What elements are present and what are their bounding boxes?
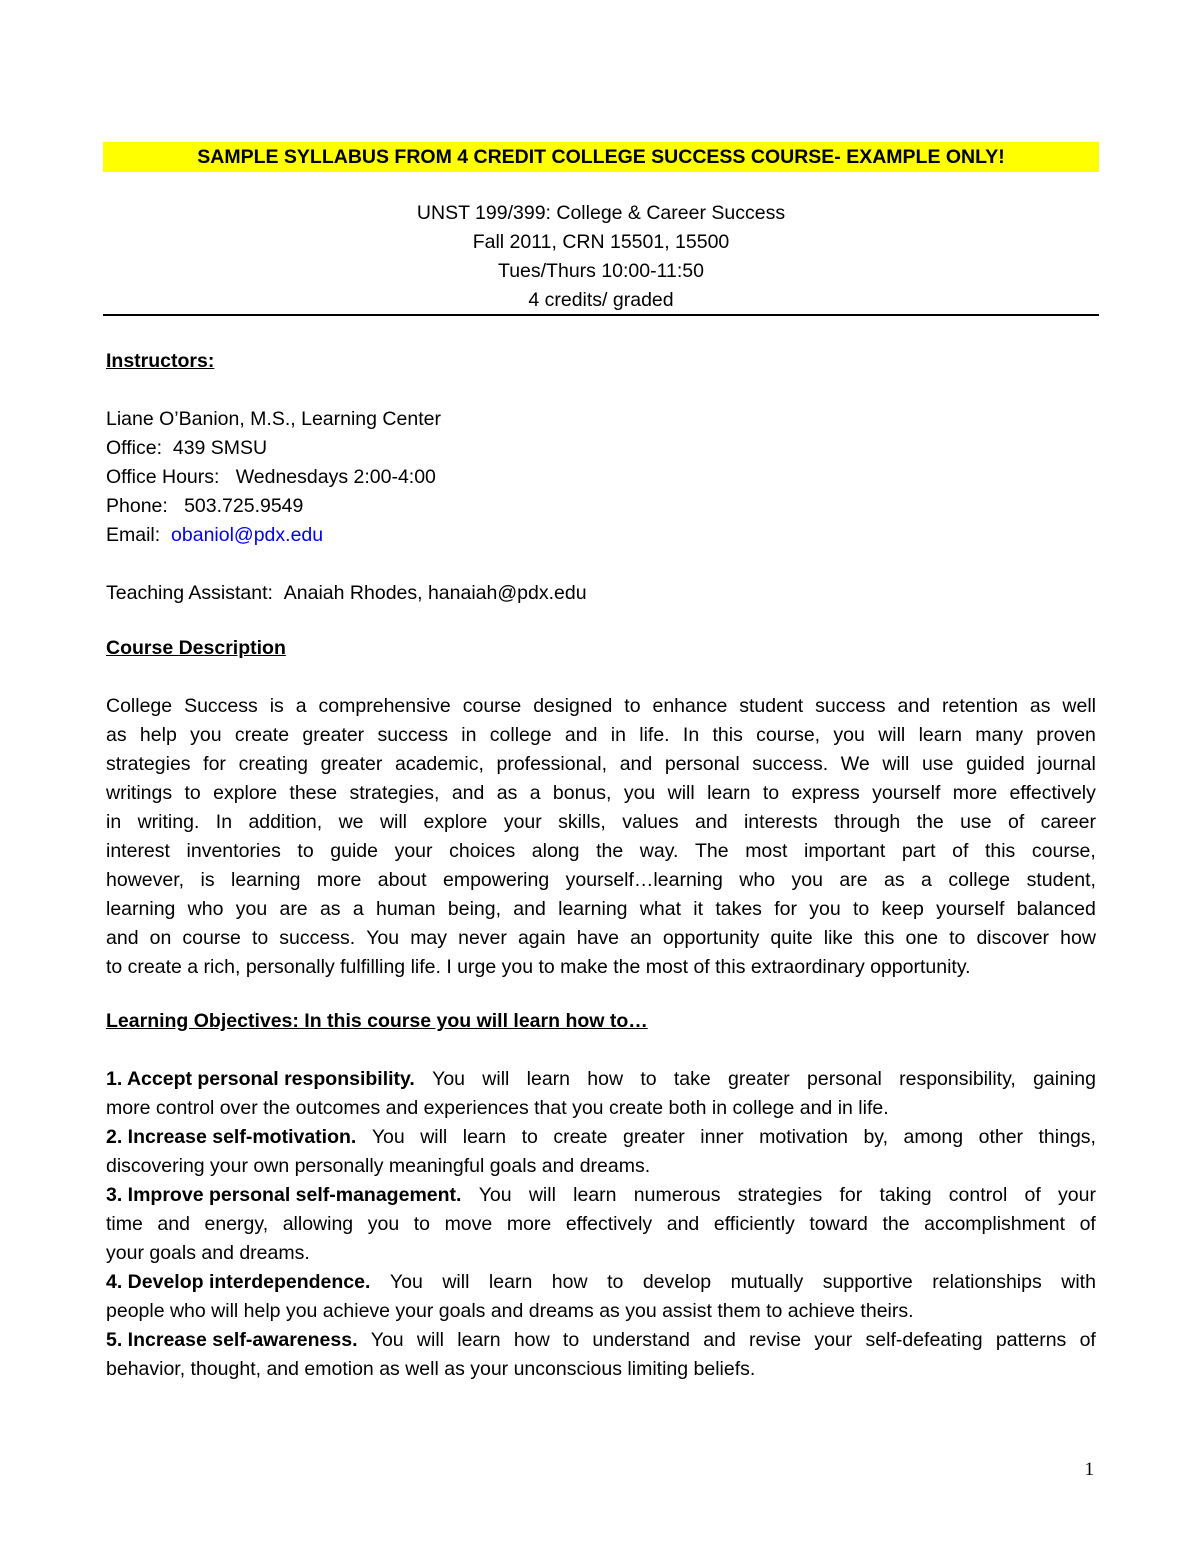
description-line: to create a rich, personally fulfilling life. I urge you to make the most of this extraordinary opportunity. xyxy=(106,956,971,978)
ta-value: Anaiah Rhodes, hanaiah@pdx.edu xyxy=(283,582,587,604)
teaching-assistant-line xyxy=(106,579,1096,608)
objective-item: 5. Increase self-awareness. You will learn how to understand and revise your self-defeating patterns of xyxy=(106,1326,1096,1355)
description-line: College Success is a comprehensive course designed to enhance student success and retention as well xyxy=(106,695,1096,717)
phone-line xyxy=(106,492,1096,521)
learning-objectives-heading: Learning Objectives: In this course you will learn how to… xyxy=(106,1010,648,1032)
phone-label: Phone: xyxy=(106,495,168,517)
email-line xyxy=(106,521,1096,550)
office-hours-value: Wednesdays 2:00-4:00 xyxy=(235,466,436,488)
office-line xyxy=(106,434,1096,463)
description-line: writings to explore these strategies, and as a bonus, you will learn to express yourself more effectively xyxy=(106,782,1096,804)
header-divider xyxy=(103,314,1099,316)
description-line: in writing. In addition, we will explore your skills, values and interests through the use of career xyxy=(106,811,1096,833)
objective-title: 1. Accept personal responsibility. xyxy=(106,1068,415,1090)
sample-banner: SAMPLE SYLLABUS FROM 4 CREDIT COLLEGE SUCCESS COURSE- EXAMPLE ONLY! xyxy=(103,142,1099,172)
office-label: Office: xyxy=(106,437,162,459)
objective-item: 4. Develop interdependence. You will learn how to develop mutually supportive relationships with xyxy=(106,1268,1096,1297)
objective-continuation: behavior, thought, and emotion as well as your unconscious limiting beliefs. xyxy=(106,1358,756,1380)
objective-continuation: people who will help you achieve your goals and dreams as you assist them to achieve theirs. xyxy=(106,1300,914,1322)
objective-continuation: more control over the outcomes and experiences that you create both in college and in life. xyxy=(106,1097,889,1119)
objective-title: 2. Increase self-motivation. xyxy=(106,1126,357,1148)
description-line: strategies for creating greater academic, professional, and personal success. We will use guided journal xyxy=(106,753,1096,775)
email-link[interactable]: obaniol@pdx.edu xyxy=(171,524,324,546)
description-line: learning who you are as a human being, and learning what it takes for you to keep yourself balanced xyxy=(106,898,1096,920)
objective-item: 2. Increase self-motivation. You will learn to create greater inner motivation by, among other things, xyxy=(106,1123,1096,1152)
phone-value: 503.725.9549 xyxy=(184,495,304,517)
description-line: and on course to success. You may never again have an opportunity quite like this one to discover how xyxy=(106,927,1096,949)
course-description-section xyxy=(106,634,1096,982)
course-schedule: Tues/Thurs 10:00-11:50 xyxy=(498,260,704,282)
objective-item: 1. Accept personal responsibility. You will learn how to take greater personal responsibility, gaining xyxy=(106,1065,1096,1094)
instructors-section xyxy=(106,347,1096,608)
objective-title: 3. Improve personal self-management. xyxy=(106,1184,462,1206)
course-header xyxy=(103,199,1099,315)
objective-item: 3. Improve personal self-management. You will learn numerous strategies for taking control of your xyxy=(106,1181,1096,1210)
learning-objectives-section xyxy=(106,1007,1096,1384)
course-term: Fall 2011, CRN 15501, 15500 xyxy=(472,231,730,253)
course-title: UNST 199/399: College & Career Success xyxy=(416,202,786,224)
ta-label: Teaching Assistant: xyxy=(106,582,273,604)
objective-title: 5. Increase self-awareness. xyxy=(106,1329,358,1351)
learning-objectives-list xyxy=(106,1065,1096,1384)
objective-continuation: your goals and dreams. xyxy=(106,1242,310,1264)
office-hours-label: Office Hours: xyxy=(106,466,220,488)
page-number: 1 xyxy=(1084,1459,1094,1480)
instructor-name: Liane O’Banion, M.S., Learning Center xyxy=(106,408,441,430)
objective-title: 4. Develop interdependence. xyxy=(106,1271,371,1293)
email-label: Email: xyxy=(106,524,161,546)
description-line: as help you create greater success in college and in life. In this course, you will learn many proven xyxy=(106,724,1096,746)
objective-continuation: time and energy, allowing you to move more effectively and efficiently toward the accomplishment of xyxy=(106,1213,1096,1235)
course-description-heading: Course Description xyxy=(106,637,286,659)
description-line: however, is learning more about empowering yourself…learning who you are as a college student, xyxy=(106,869,1096,891)
office-value: 439 SMSU xyxy=(172,437,268,459)
description-line: interest inventories to guide your choices along the way. The most important part of this course, xyxy=(106,840,1096,862)
office-hours-line xyxy=(106,463,1096,492)
instructors-heading: Instructors: xyxy=(106,350,215,372)
course-description-paragraph xyxy=(106,692,1096,982)
course-credits: 4 credits/ graded xyxy=(528,289,674,311)
objective-continuation: discovering your own personally meaningful goals and dreams. xyxy=(106,1155,651,1177)
